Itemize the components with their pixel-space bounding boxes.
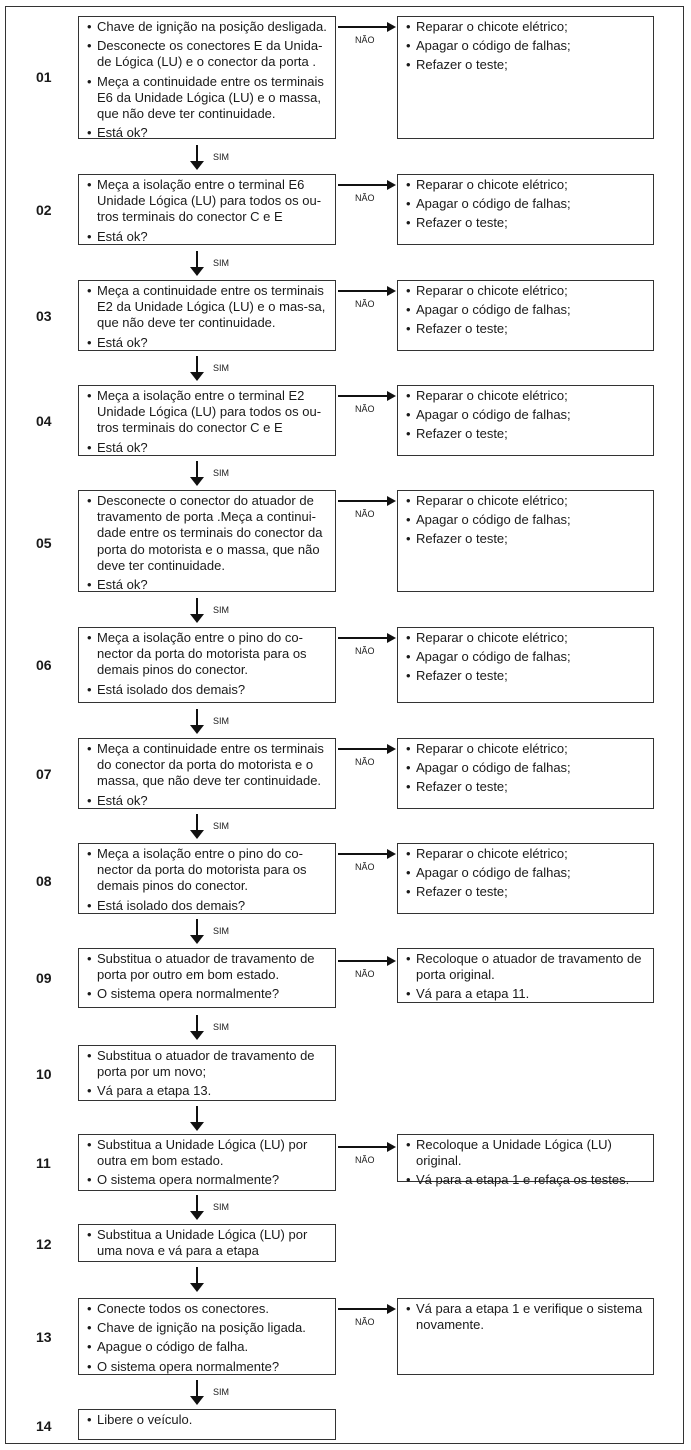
step-number-10: 10 — [36, 1066, 52, 1082]
no-action: • Apagar o código de falhas; — [406, 865, 647, 881]
no-action: • Refazer o teste; — [406, 531, 647, 547]
no-action: • Refazer o teste; — [406, 884, 647, 900]
step-04-no-box — [397, 385, 654, 456]
no-action: • Refazer o teste; — [406, 215, 647, 231]
no-arrow-icon — [338, 744, 396, 754]
step-01-action: • Chave de ignição na posição desligada. — [87, 19, 329, 35]
step-04-question: • Está ok? — [87, 440, 329, 456]
step-09-no-box — [397, 948, 654, 1003]
yes-label: SIM — [213, 716, 230, 726]
no-arrow-icon — [338, 496, 396, 506]
step-number-11: 11 — [36, 1155, 51, 1171]
step-13-box — [78, 1298, 336, 1375]
step-07-question: • Está ok? — [87, 793, 329, 809]
step-06-no-box — [397, 627, 654, 703]
step-05-box — [78, 490, 336, 592]
no-action: • Reparar o chicote elétrico; — [406, 630, 647, 646]
no-label: NÃO — [355, 404, 375, 414]
yes-label: SIM — [213, 821, 230, 831]
step-09-box — [78, 948, 336, 1008]
step-11-action: • Substitua a Unidade Lógica (LU) por outra em bom estado. — [87, 1137, 329, 1169]
step-02-question: • Está ok? — [87, 229, 329, 245]
step-number-09: 09 — [36, 970, 52, 986]
no-arrow-icon — [338, 1142, 396, 1152]
step-12-action: • Substitua a Unidade Lógica (LU) por uma nova e vá para a etapa — [87, 1227, 329, 1259]
yes-arrow-icon — [190, 356, 204, 381]
step-08-no-box — [397, 843, 654, 914]
step-02-box — [78, 174, 336, 245]
step-13-no-box — [397, 1298, 654, 1375]
step-10-action: • Substitua o atuador de travamento de porta por um novo; — [87, 1048, 329, 1080]
no-arrow-icon — [338, 956, 396, 966]
step-05-no-box — [397, 490, 654, 592]
step-13-action: • Apague o código de falha. — [87, 1339, 329, 1355]
step-08-question: • Está isolado dos demais? — [87, 898, 329, 914]
no-action: • Refazer o teste; — [406, 57, 647, 73]
no-action: • Refazer o teste; — [406, 668, 647, 684]
step-06-action: • Meça a isolação entre o pino do co-nector da porta do motorista para os demais pinos do conector. — [87, 630, 329, 679]
no-label: NÃO — [355, 862, 375, 872]
no-arrow-icon — [338, 633, 396, 643]
step-07-action: • Meça a continuidade entre os terminais do conector da porta do motorista e o massa, que não deve ter continuidade. — [87, 741, 329, 790]
no-action: • Refazer o teste; — [406, 779, 647, 795]
step-01-question: • Está ok? — [87, 125, 329, 141]
step-06-question: • Está isolado dos demais? — [87, 682, 329, 698]
step-03-box — [78, 280, 336, 351]
no-action: • Vá para a etapa 11. — [406, 986, 647, 1002]
no-action: • Reparar o chicote elétrico; — [406, 846, 647, 862]
no-arrow-icon — [338, 849, 396, 859]
no-action: • Apagar o código de falhas; — [406, 649, 647, 665]
no-action: • Vá para a etapa 1 e verifique o sistema novamente. — [406, 1301, 647, 1333]
step-10-action: • Vá para a etapa 13. — [87, 1083, 329, 1099]
step-04-box — [78, 385, 336, 456]
yes-arrow-icon — [190, 814, 204, 839]
no-label: NÃO — [355, 509, 375, 519]
no-arrow-icon — [338, 22, 396, 32]
no-action: • Apagar o código de falhas; — [406, 760, 647, 776]
yes-label: SIM — [213, 1387, 230, 1397]
step-06-box — [78, 627, 336, 703]
step-number-03: 03 — [36, 308, 52, 324]
no-arrow-icon — [338, 391, 396, 401]
yes-label: SIM — [213, 363, 230, 373]
step-07-box — [78, 738, 336, 809]
step-14-action: • Libere o veículo. — [87, 1412, 329, 1428]
step-number-05: 05 — [36, 535, 52, 551]
yes-arrow-icon — [190, 1380, 204, 1405]
no-action: • Reparar o chicote elétrico; — [406, 177, 647, 193]
yes-arrow-icon — [190, 1015, 204, 1040]
yes-label: SIM — [213, 1202, 230, 1212]
step-13-action: • Conecte todos os conectores. — [87, 1301, 329, 1317]
step-03-action: • Meça a continuidade entre os terminais E2 da Unidade Lógica (LU) e o mas-sa, que não deve ter continuidade. — [87, 283, 329, 332]
yes-label: SIM — [213, 152, 230, 162]
yes-label: SIM — [213, 468, 230, 478]
no-arrow-icon — [338, 1304, 396, 1314]
step-08-action: • Meça a isolação entre o pino do co-nector da porta do motorista para os demais pinos do conector. — [87, 846, 329, 895]
no-label: NÃO — [355, 193, 375, 203]
no-label: NÃO — [355, 1317, 375, 1327]
down-arrow-icon — [190, 1106, 204, 1131]
step-number-06: 06 — [36, 657, 52, 673]
step-07-no-box — [397, 738, 654, 809]
step-number-01: 01 — [36, 69, 52, 85]
step-13-question: • O sistema opera normalmente? — [87, 1359, 329, 1375]
step-02-action: • Meça a isolação entre o terminal E6 Unidade Lógica (LU) para todos os ou-tros terminais do conector C e E — [87, 177, 329, 226]
no-action: • Reparar o chicote elétrico; — [406, 741, 647, 757]
step-12-box — [78, 1224, 336, 1262]
yes-label: SIM — [213, 926, 230, 936]
yes-label: SIM — [213, 605, 230, 615]
step-05-question: • Está ok? — [87, 577, 329, 593]
no-label: NÃO — [355, 299, 375, 309]
no-action: • Apagar o código de falhas; — [406, 302, 647, 318]
step-number-13: 13 — [36, 1329, 52, 1345]
no-action: • Apagar o código de falhas; — [406, 407, 647, 423]
no-action: • Refazer o teste; — [406, 321, 647, 337]
no-label: NÃO — [355, 969, 375, 979]
no-action: • Vá para a etapa 1 e refaça os testes. — [406, 1172, 647, 1188]
yes-label: SIM — [213, 258, 230, 268]
step-01-box — [78, 16, 336, 139]
no-arrow-icon — [338, 286, 396, 296]
step-number-14: 14 — [36, 1418, 52, 1434]
no-action: • Recoloque o atuador de travamento de porta original. — [406, 951, 647, 983]
step-01-no-box — [397, 16, 654, 139]
no-label: NÃO — [355, 1155, 375, 1165]
step-11-box — [78, 1134, 336, 1191]
no-arrow-icon — [338, 180, 396, 190]
no-action: • Reparar o chicote elétrico; — [406, 388, 647, 404]
no-action: • Recoloque a Unidade Lógica (LU) original. — [406, 1137, 647, 1169]
no-label: NÃO — [355, 35, 375, 45]
step-11-no-box — [397, 1134, 654, 1188]
step-09-action: • Substitua o atuador de travamento de porta por outro em bom estado. — [87, 951, 329, 983]
step-number-07: 07 — [36, 766, 52, 782]
step-03-question: • Está ok? — [87, 335, 329, 351]
no-action: • Reparar o chicote elétrico; — [406, 283, 647, 299]
yes-label: SIM — [213, 1022, 230, 1032]
step-03-no-box — [397, 280, 654, 351]
no-action: • Reparar o chicote elétrico; — [406, 19, 647, 35]
step-number-08: 08 — [36, 873, 52, 889]
no-action: • Refazer o teste; — [406, 426, 647, 442]
no-action: • Apagar o código de falhas; — [406, 38, 647, 54]
yes-arrow-icon — [190, 251, 204, 276]
step-08-box — [78, 843, 336, 914]
yes-arrow-icon — [190, 1195, 204, 1220]
yes-arrow-icon — [190, 919, 204, 944]
no-label: NÃO — [355, 646, 375, 656]
step-number-02: 02 — [36, 202, 52, 218]
step-04-action: • Meça a isolação entre o terminal E2 Unidade Lógica (LU) para todos os ou-tros terminais do conector C e E — [87, 388, 329, 437]
step-11-question: • O sistema opera normalmente? — [87, 1172, 329, 1188]
step-13-action: • Chave de ignição na posição ligada. — [87, 1320, 329, 1336]
step-05-action: • Desconecte o conector do atuador de travamento de porta .Meça a continui-dade entre os terminais do conector da porta do motorista e o massa, que não deve ter continuidade. — [87, 493, 329, 574]
step-02-no-box — [397, 174, 654, 245]
step-10-box — [78, 1045, 336, 1101]
yes-arrow-icon — [190, 461, 204, 486]
no-action: • Apagar o código de falhas; — [406, 512, 647, 528]
step-number-04: 04 — [36, 413, 52, 429]
yes-arrow-icon — [190, 598, 204, 623]
step-01-action: • Desconecte os conectores E da Unida-de Lógica (LU) e o conector da porta . — [87, 38, 329, 70]
no-label: NÃO — [355, 757, 375, 767]
step-09-question: • O sistema opera normalmente? — [87, 986, 329, 1002]
no-action: • Apagar o código de falhas; — [406, 196, 647, 212]
down-arrow-icon — [190, 1267, 204, 1292]
step-14-box — [78, 1409, 336, 1440]
yes-arrow-icon — [190, 709, 204, 734]
no-action: • Reparar o chicote elétrico; — [406, 493, 647, 509]
yes-arrow-icon — [190, 145, 204, 170]
step-01-action: • Meça a continuidade entre os terminais E6 da Unidade Lógica (LU) e o massa, que não deve ter continuidade. — [87, 74, 329, 123]
step-number-12: 12 — [36, 1236, 52, 1252]
